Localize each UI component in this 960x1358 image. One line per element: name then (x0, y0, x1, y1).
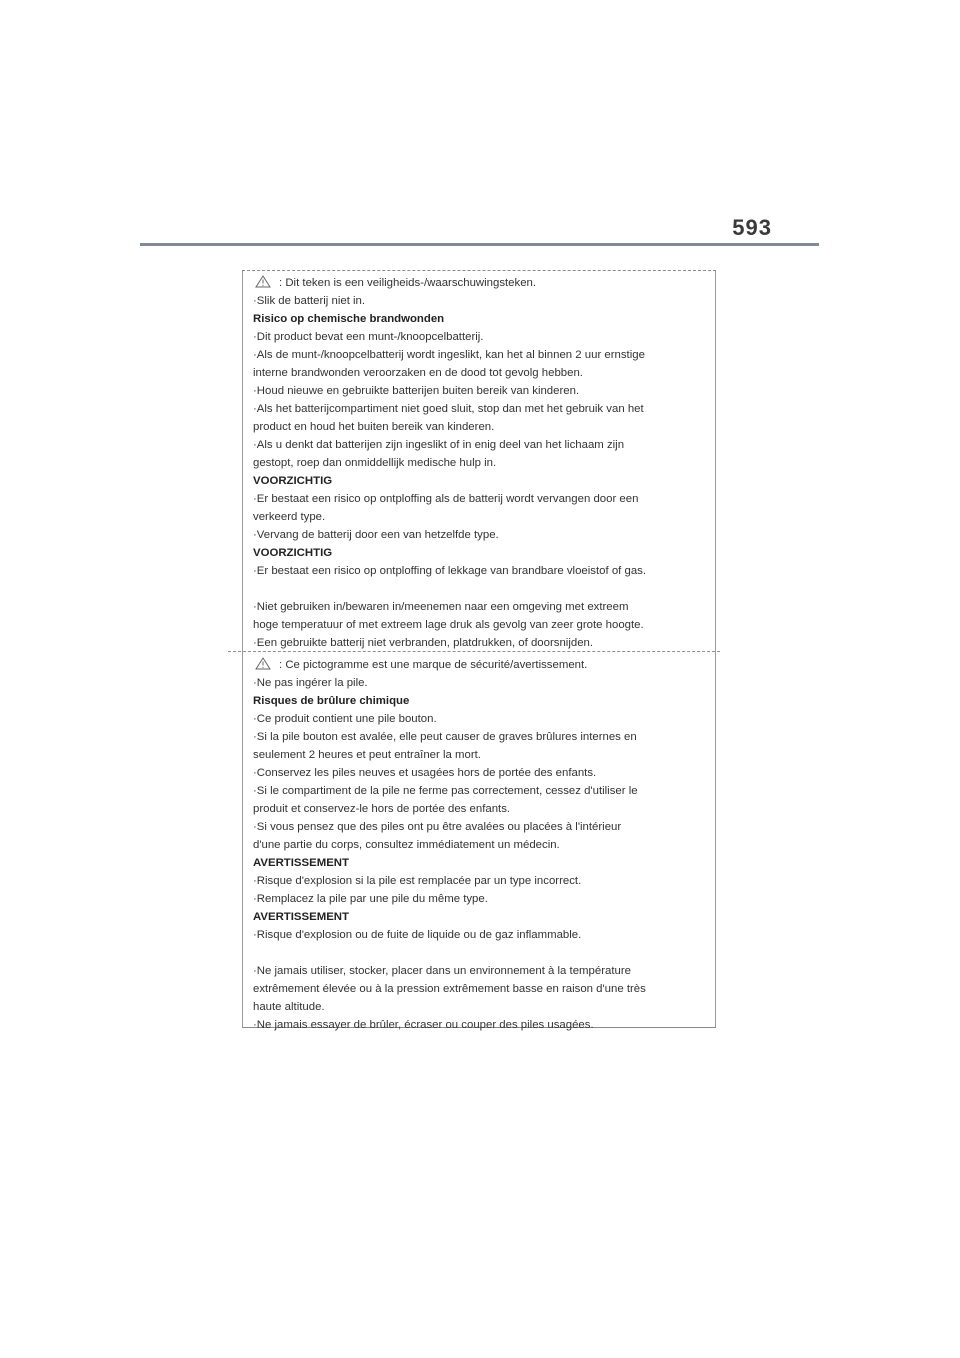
warning-text-line: ·Remplacez la pile par une pile du même type. (253, 893, 488, 905)
warning-text-line: gestopt, roep dan onmiddellijk medische hulp in. (253, 457, 497, 469)
dutch-symbol-note: : Dit teken is een veiligheids-/waarschuwingsteken. (279, 277, 537, 289)
french-symbol-line (253, 656, 705, 674)
warning-text-line: ·Dit product bevat een munt-/knoopcelbatterij. (253, 331, 484, 343)
warning-text-line: ·Si la pile bouton est avalée, elle peut causer de graves brûlures internes en (253, 731, 637, 743)
warning-text-line: produit et conservez-le hors de portée des enfants. (253, 803, 511, 815)
warning-text-line: d'une partie du corps, consultez immédiatement un médecin. (253, 839, 560, 851)
french-text-lines (253, 674, 705, 1034)
warning-text-line: ·Si le compartiment de la pile ne ferme pas correctement, cessez d'utiliser le (253, 785, 638, 797)
warning-text-line: ·Als de munt-/knoopcelbatterij wordt ingeslikt, kan het al binnen 2 uur ernstige (253, 349, 645, 361)
warning-heading: Risques de brûlure chimique (253, 695, 410, 707)
warning-text-line: ·Slik de batterij niet in. (253, 295, 366, 307)
warning-text-line: seulement 2 heures et peut entraîner la mort. (253, 749, 481, 761)
dutch-text-lines (253, 292, 705, 652)
page-number: 593 (732, 215, 772, 240)
warning-text-line: ·Ne jamais essayer de brûler, écraser ou couper des piles usagées. (253, 1019, 594, 1031)
warning-heading: Risico op chemische brandwonden (253, 313, 445, 325)
french-warning-section (253, 656, 705, 1034)
warning-text-line: ·Si vous pensez que des piles ont pu être avalées ou placées à l'intérieur (253, 821, 622, 833)
warning-heading: VOORZICHTIG (253, 547, 333, 559)
warning-text-line: ·Niet gebruiken in/bewaren in/meenemen naar een omgeving met extreem (253, 601, 629, 613)
warning-text-line: ·Ne jamais utiliser, stocker, placer dans un environnement à la température (253, 965, 631, 977)
warning-text-line: ·Conservez les piles neuves et usagées hors de portée des enfants. (253, 767, 597, 779)
warning-text-line: product en houd het buiten bereik van kinderen. (253, 421, 495, 433)
warning-heading: AVERTISSEMENT (253, 911, 349, 923)
warning-text-line: ·Er bestaat een risico op ontploffing of lekkage van brandbare vloeistof of gas. (253, 565, 647, 577)
warning-text-line: extrêmement élevée ou à la pression extrêmement basse en raison d'une très (253, 983, 646, 995)
warning-text-line: ·Ce produit contient une pile bouton. (253, 713, 437, 725)
warning-text-line: ·Als het batterijcompartiment niet goed sluit, stop dan met het gebruik van het (253, 403, 644, 415)
warning-text-line: ·Er bestaat een risico op ontploffing als de batterij wordt vervangen door een (253, 493, 639, 505)
warning-text-line: ·Risque d'explosion ou de fuite de liquide ou de gaz inflammable. (253, 929, 582, 941)
warning-text-line: ·Houd nieuwe en gebruikte batterijen buiten bereik van kinderen. (253, 385, 580, 397)
warning-text-line: ·Risque d'explosion si la pile est remplacée par un type incorrect. (253, 875, 582, 887)
warning-text-line: haute altitude. (253, 1001, 325, 1013)
warning-text-line: ·Als u denkt dat batterijen zijn ingeslikt of in enig deel van het lichaam zijn (253, 439, 625, 451)
header-rule (140, 243, 819, 246)
dutch-symbol-line (253, 274, 705, 292)
warning-text-line: verkeerd type. (253, 511, 326, 523)
warning-heading: VOORZICHTIG (253, 475, 333, 487)
warning-text-line: ·Ne pas ingérer la pile. (253, 677, 368, 689)
french-symbol-note: : Ce pictogramme est une marque de sécurité/avertissement. (279, 659, 588, 671)
warning-triangle-icon (255, 657, 271, 670)
warning-text-line: ·Een gebruikte batterij niet verbranden, platdrukken, of doorsnijden. (253, 637, 594, 649)
blank-line (253, 944, 705, 962)
warning-triangle-icon (255, 275, 271, 288)
dutch-warning-section (253, 274, 705, 652)
warning-text-line: hoge temperatuur of met extreem lage druk als gevolg van zeer grote hoogte. (253, 619, 644, 631)
warning-text-line: interne brandwonden veroorzaken en de dood tot gevolg hebben. (253, 367, 583, 379)
warning-heading: AVERTISSEMENT (253, 857, 349, 869)
blank-line (253, 580, 705, 598)
warning-text-line: ·Vervang de batterij door een van hetzelfde type. (253, 529, 499, 541)
